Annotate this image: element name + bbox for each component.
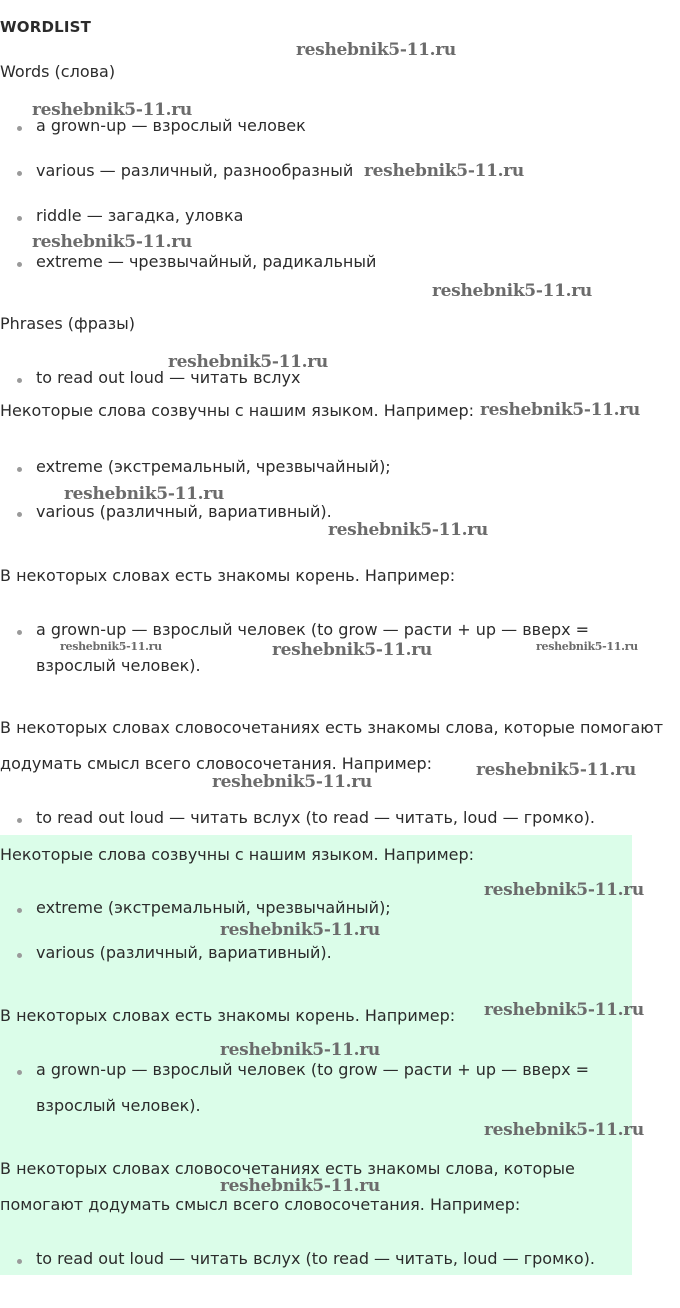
watermark: reshebnik5-11.ru xyxy=(484,880,644,900)
list-bullet xyxy=(17,216,22,221)
watermark: reshebnik5-11.ru xyxy=(32,100,192,120)
similar-word-item-highlighted: extreme (экстремальный, чрезвычайный); xyxy=(36,898,391,917)
word-item: riddle — загадка, уловка xyxy=(36,206,244,225)
root-word-item-line1-highlighted: a grown-up — взрослый человек (to grow — расти + up — вверх = xyxy=(36,1060,590,1079)
words-title: Words (слова) xyxy=(0,62,116,81)
phrase-words-intro-line2-highlighted: помогают додумать смысл всего словосочетания. Например: xyxy=(0,1195,521,1214)
phrase-words-intro-line1-highlighted: В некоторых словах словосочетаниях есть знакомы слова, которые xyxy=(0,1159,575,1178)
watermark: reshebnik5-11.ru xyxy=(64,484,224,504)
list-bullet xyxy=(17,908,22,913)
root-word-item-line2-highlighted: взрослый человек). xyxy=(36,1096,201,1115)
phrase-item: to read out loud — читать вслух xyxy=(36,368,301,387)
word-item: various — различный, разнообразный xyxy=(36,161,354,180)
root-word-item-line1: a grown-up — взрослый человек (to grow — расти + up — вверх = xyxy=(36,620,590,639)
list-bullet xyxy=(17,126,22,131)
list-bullet xyxy=(17,378,22,383)
watermark: reshebnik5-11.ru xyxy=(364,161,524,181)
watermark: reshebnik5-11.ru xyxy=(220,1040,380,1060)
phrases-title: Phrases (фразы) xyxy=(0,314,136,333)
similar-word-item: extreme (экстремальный, чрезвычайный); xyxy=(36,457,391,476)
watermark: reshebnik5-11.ru xyxy=(296,40,456,60)
root-word-item-line2: взрослый человек). xyxy=(36,656,201,675)
watermark: reshebnik5-11.ru xyxy=(220,920,380,940)
watermark: reshebnik5-11.ru xyxy=(168,352,328,372)
watermark: reshebnik5-11.ru xyxy=(220,1176,380,1196)
list-bullet xyxy=(17,630,22,635)
list-bullet xyxy=(17,171,22,176)
similar-words-intro-highlighted: Некоторые слова созвучны с нашим языком. Например: xyxy=(0,845,475,864)
watermark: reshebnik5-11.ru xyxy=(272,640,432,660)
list-bullet xyxy=(17,953,22,958)
watermark: reshebnik5-11.ru xyxy=(484,1120,644,1140)
watermark: reshebnik5-11.ru xyxy=(32,232,192,252)
word-item: a grown-up — взрослый человек xyxy=(36,116,306,135)
list-bullet xyxy=(17,262,22,267)
word-item: extreme — чрезвычайный, радикальный xyxy=(36,252,377,271)
watermark: reshebnik5-11.ru xyxy=(432,281,592,301)
page-heading: WORDLIST xyxy=(0,18,92,36)
watermark: reshebnik5-11.ru xyxy=(536,640,638,653)
root-words-intro: В некоторых словах есть знакомы корень. Например: xyxy=(0,566,456,585)
watermark: reshebnik5-11.ru xyxy=(60,640,162,653)
watermark: reshebnik5-11.ru xyxy=(484,1000,644,1020)
list-bullet xyxy=(17,1259,22,1264)
phrase-words-intro-line1: В некоторых словах словосочетаниях есть знакомы слова, которые помогают xyxy=(0,718,664,737)
phrase-example-item: to read out loud — читать вслух (to read — читать, loud — громко). xyxy=(36,808,595,827)
watermark: reshebnik5-11.ru xyxy=(328,520,488,540)
list-bullet xyxy=(17,1070,22,1075)
root-words-intro-highlighted: В некоторых словах есть знакомы корень. Например: xyxy=(0,1006,456,1025)
similar-word-item-highlighted: various (различный, вариативный). xyxy=(36,943,332,962)
phrase-example-item-highlighted: to read out loud — читать вслух (to read — читать, loud — громко). xyxy=(36,1249,595,1268)
list-bullet xyxy=(17,467,22,472)
list-bullet xyxy=(17,818,22,823)
watermark: reshebnik5-11.ru xyxy=(480,400,640,420)
list-bullet xyxy=(17,512,22,517)
watermark: reshebnik5-11.ru xyxy=(476,760,636,780)
similar-word-item: various (различный, вариативный). xyxy=(36,502,332,521)
phrase-words-intro-line2: додумать смысл всего словосочетания. Например: xyxy=(0,754,433,773)
watermark: reshebnik5-11.ru xyxy=(212,772,372,792)
similar-words-intro: Некоторые слова созвучны с нашим языком. Например: xyxy=(0,401,475,420)
